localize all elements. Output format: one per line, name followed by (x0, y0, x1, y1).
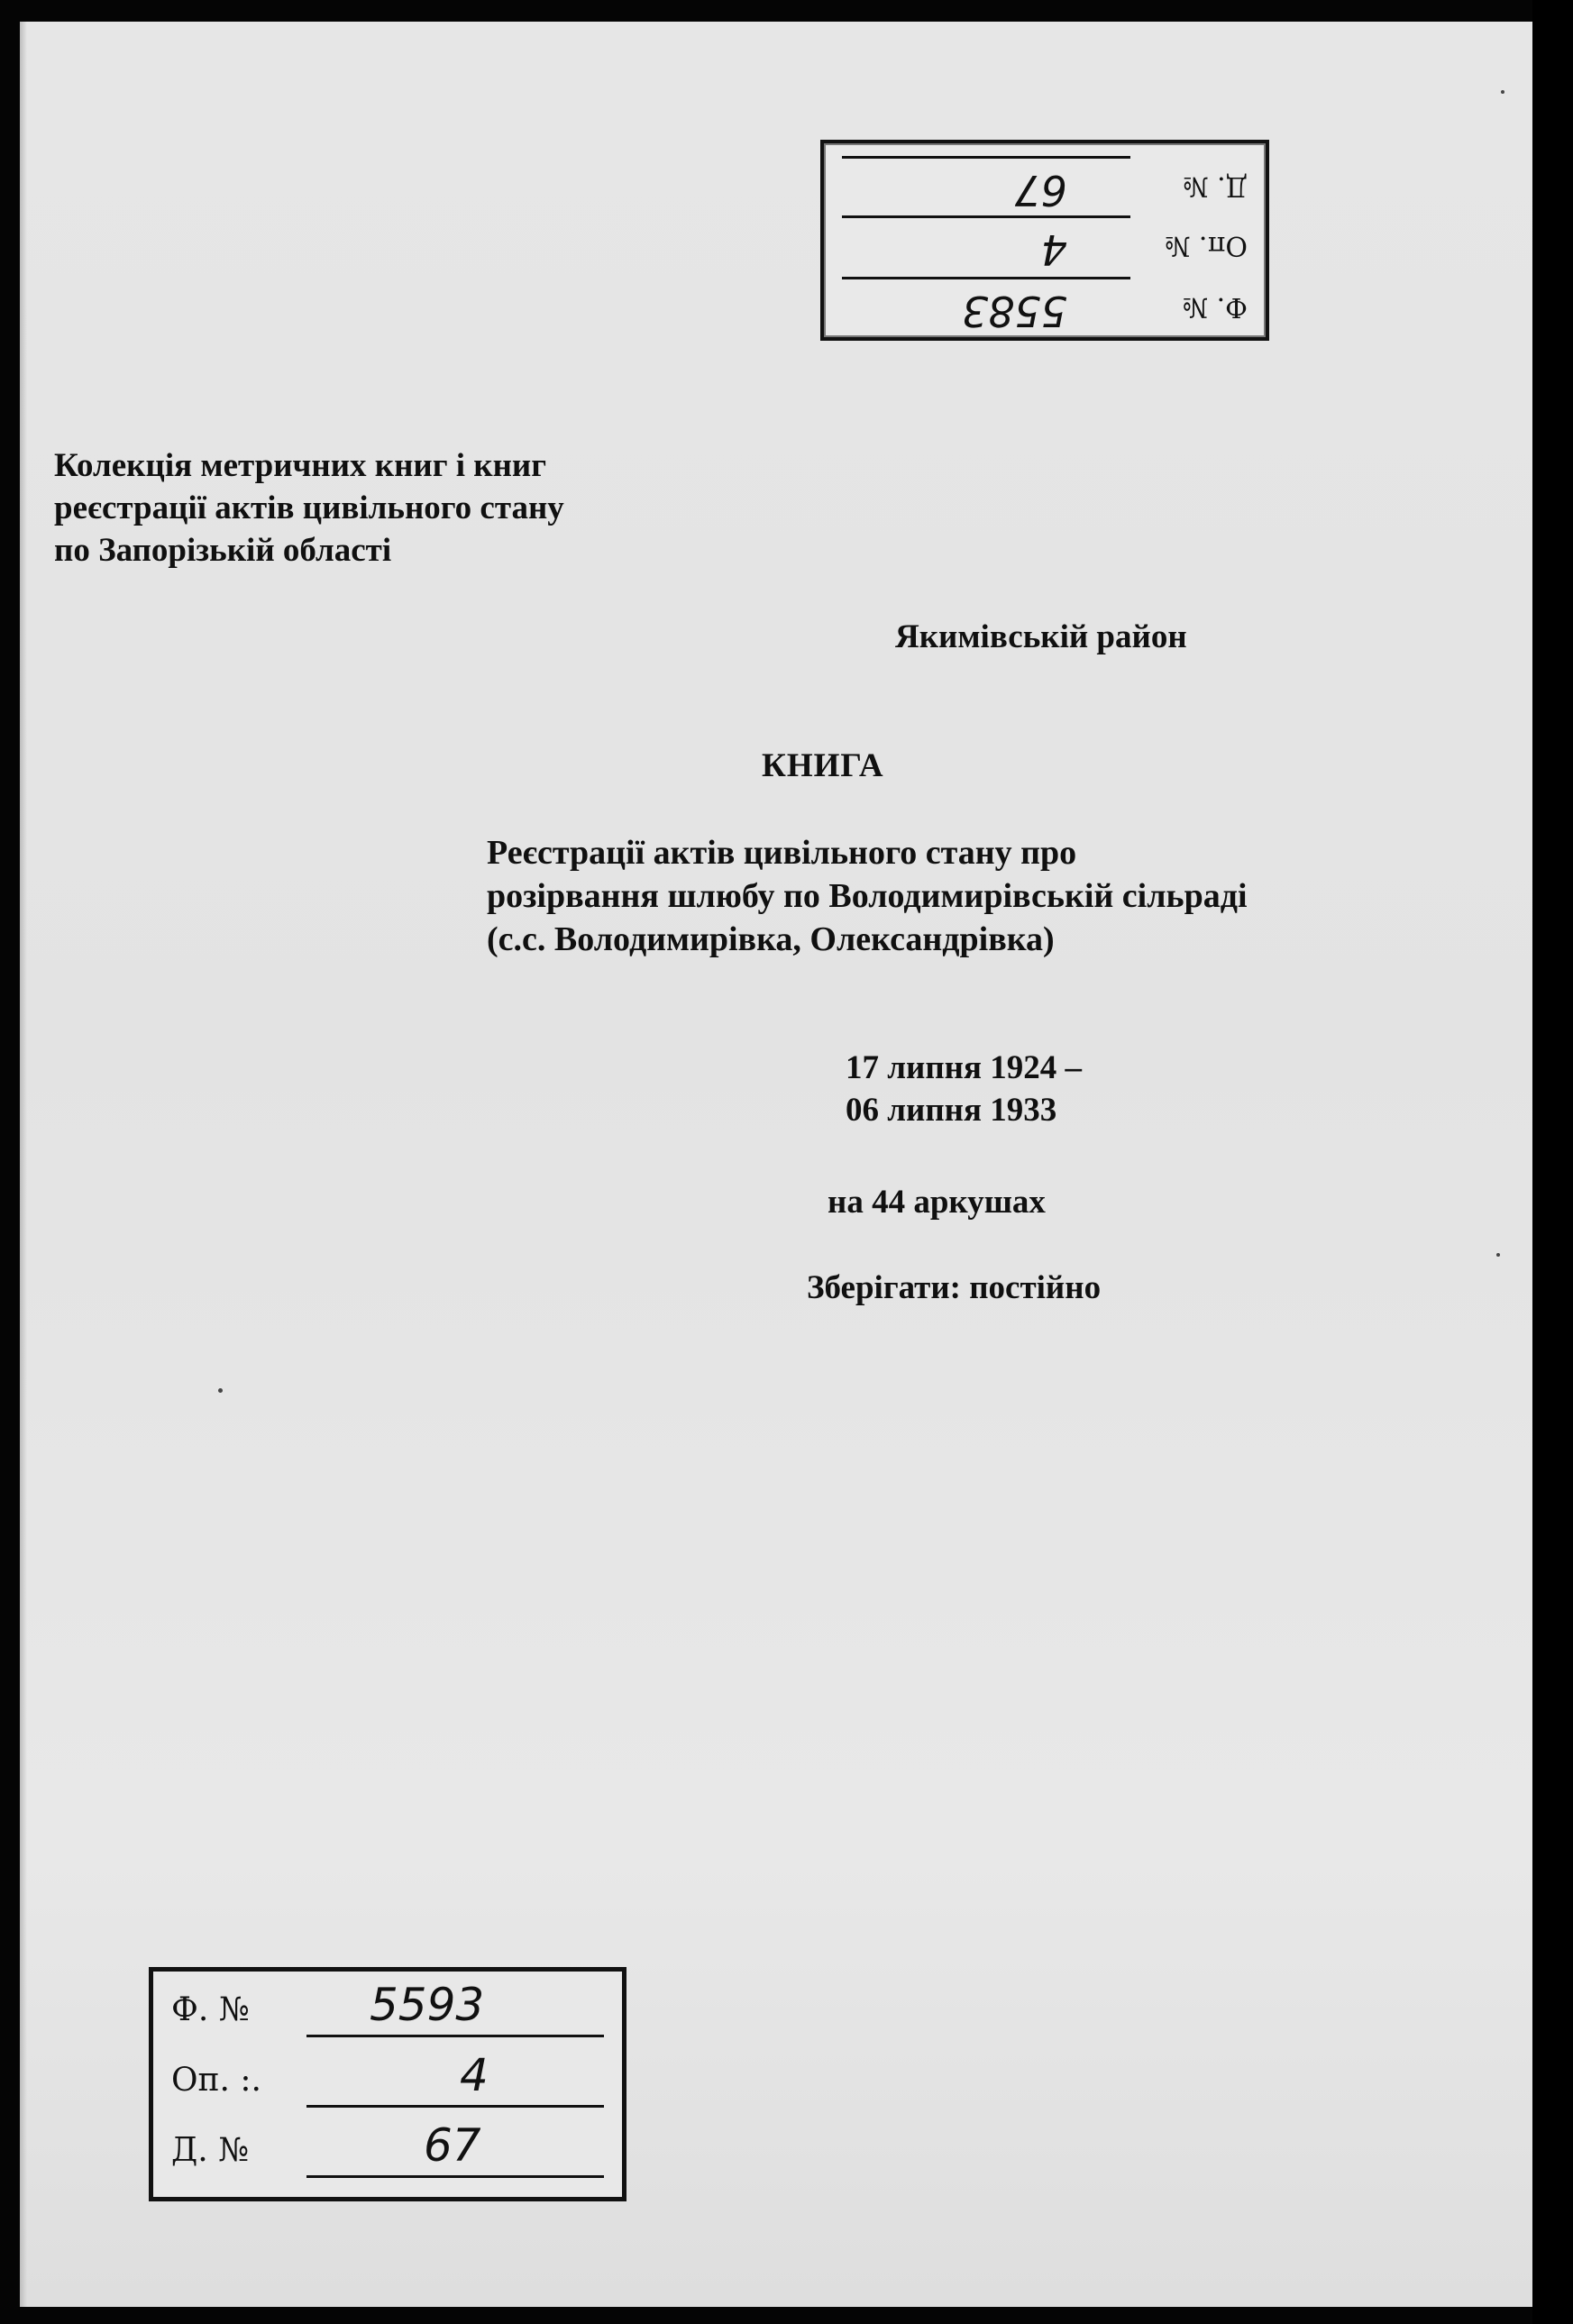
stamp-row-fond (824, 278, 1266, 335)
stamp-line (306, 2035, 604, 2037)
scan-speck (218, 1388, 223, 1393)
retention-period: Зберігати: постійно (807, 1269, 1102, 1306)
book-title: КНИГА (762, 747, 884, 784)
collection-line: реєстрації актів цивільного стану (54, 490, 564, 526)
stamp-line (842, 156, 1130, 159)
stamp-row-opys (824, 216, 1266, 274)
stamp-line (306, 2105, 604, 2108)
sheet-shadow (20, 22, 27, 2307)
date-range (846, 1047, 1082, 1131)
stamp-line (842, 277, 1130, 279)
district-name: Якимівській район (895, 618, 1187, 655)
collection-line: по Запорізькій області (54, 532, 392, 569)
stamp-label: Оп. :. (171, 2062, 261, 2099)
stamp-value: 67 (1014, 166, 1067, 215)
stamp-label: Ф. № (171, 1991, 250, 2028)
scan-speck (1501, 90, 1504, 94)
stamp-label: Оп. № (1164, 230, 1248, 261)
sheet-right-edge (1532, 0, 1573, 2324)
description-line: розірвання шлюбу по Володимирівській сільраді (487, 877, 1248, 915)
description-line: (с.с. Володимирівка, Олександрівка) (487, 920, 1055, 958)
stamp-label: Д. № (171, 2132, 250, 2169)
sheet-count: на 44 аркушах (828, 1184, 1046, 1221)
stamp-row-opys (153, 2051, 622, 2105)
stamp-row-sprava (153, 2121, 622, 2175)
stamp-row-fond (153, 1981, 622, 2035)
archive-stamp-top (820, 140, 1269, 341)
date-end: 06 липня 1933 (846, 1092, 1057, 1129)
stamp-line (842, 215, 1130, 218)
document-sheet (20, 22, 1537, 2307)
stamp-label: Ф. № (1182, 291, 1248, 323)
archive-stamp-bottom (149, 1967, 626, 2201)
scan-speck (1496, 1253, 1500, 1257)
description-line: Реєстрації актів цивільного стану про (487, 834, 1077, 872)
stamp-value: 4 (1040, 225, 1067, 274)
stamp-value: 5593 (370, 1979, 485, 2031)
collection-line: Колекція метричних книг і книг (54, 447, 547, 484)
stamp-value: 5583 (961, 287, 1067, 335)
stamp-label: Д. № (1183, 170, 1248, 202)
date-start: 17 липня 1924 – (846, 1049, 1082, 1086)
collection-heading (54, 444, 564, 572)
book-description (487, 831, 1248, 961)
stamp-line (306, 2175, 604, 2178)
stamp-row-sprava (824, 157, 1266, 215)
stamp-value: 4 (460, 2049, 489, 2101)
stamp-value: 67 (424, 2119, 481, 2172)
